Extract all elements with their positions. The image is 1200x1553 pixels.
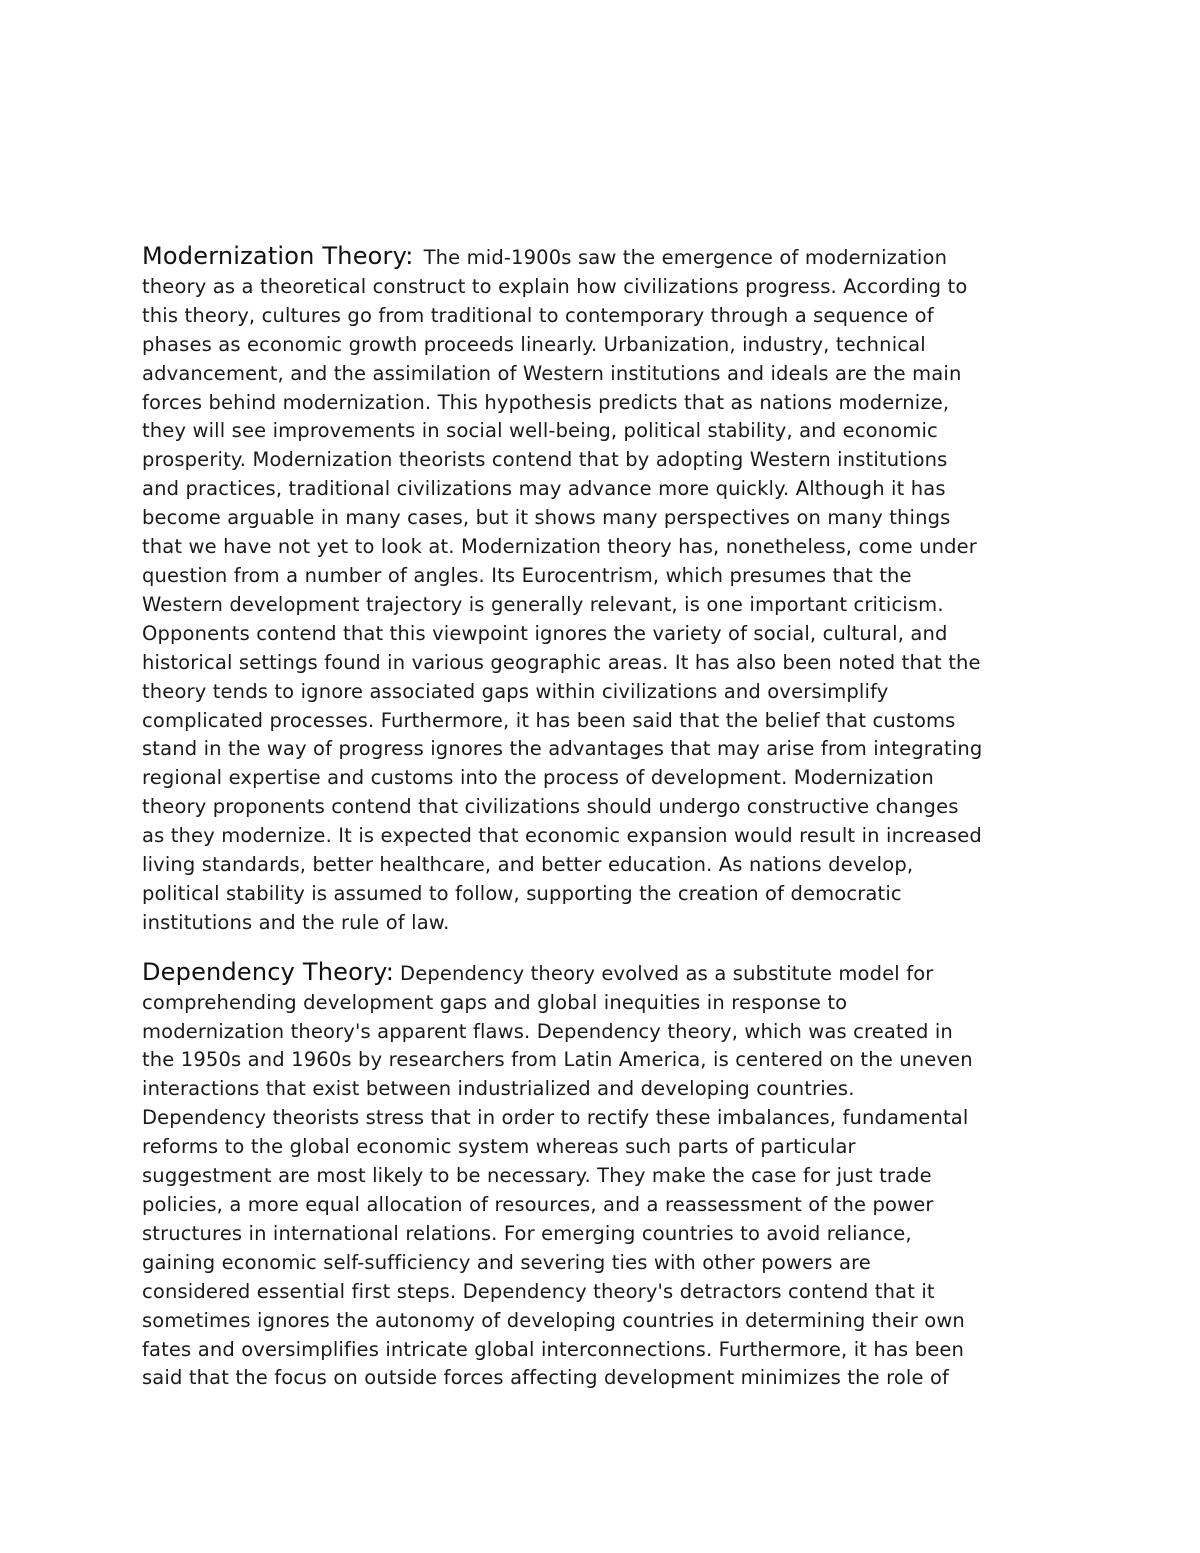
paragraph-line: forces behind modernization. This hypothesis predicts that as nations modernize, bbox=[142, 390, 950, 414]
paragraph-line: Opponents contend that this viewpoint ignores the variety of social, cultural, and bbox=[142, 621, 948, 645]
paragraph-line: they will see improvements in social well-being, political stability, and economic bbox=[142, 419, 938, 443]
section-heading: Modernization Theory: bbox=[142, 242, 414, 270]
paragraph-line: prosperity. Modernization theorists contend that by adopting Western institutions bbox=[142, 448, 948, 472]
paragraph-line: institutions and the rule of law. bbox=[142, 910, 450, 934]
paragraph-line: theory tends to ignore associated gaps within civilizations and oversimplify bbox=[142, 679, 889, 703]
paragraph-line: political stability is assumed to follow, supporting the creation of democratic bbox=[142, 881, 902, 905]
paragraph-line: question from a number of angles. Its Eurocentrism, which presumes that the bbox=[142, 563, 912, 587]
paragraph-line: regional expertise and customs into the process of development. Modernization bbox=[142, 766, 934, 790]
paragraph-line: the 1950s and 1960s by researchers from Latin America, is centered on the uneven bbox=[142, 1048, 973, 1072]
document-page bbox=[142, 242, 1064, 1413]
paragraph-line: and practices, traditional civilizations may advance more quickly. Although it has bbox=[142, 477, 946, 501]
paragraph-line: this theory, cultures go from traditional to contemporary through a sequence of bbox=[142, 303, 934, 327]
paragraph-line: become arguable in many cases, but it shows many perspectives on many things bbox=[142, 506, 951, 530]
paragraph-line: Western development trajectory is generally relevant, is one important criticism. bbox=[142, 592, 944, 616]
paragraph-line: Dependency Theory: Dependency theory evolved as a substitute model for bbox=[142, 957, 934, 986]
paragraph-line: fates and oversimplifies intricate global interconnections. Furthermore, it has been bbox=[142, 1337, 965, 1361]
paragraph-line: theory as a theoretical construct to explain how civilizations progress. According to bbox=[142, 274, 968, 298]
paragraph-line: suggestment are most likely to be necessary. They make the case for just trade bbox=[142, 1164, 932, 1188]
paragraph-line: said that the focus on outside forces affecting development minimizes the role of bbox=[142, 1366, 950, 1390]
paragraph-line: Dependency theorists stress that in order to rectify these imbalances, fundamental bbox=[142, 1106, 969, 1130]
paragraph-line: theory proponents contend that civilizations should undergo constructive changes bbox=[142, 795, 959, 819]
paragraph-line: stand in the way of progress ignores the advantages that may arise from integrating bbox=[142, 737, 983, 761]
section-dependency-theory bbox=[142, 958, 1064, 1394]
paragraph-line: complicated processes. Furthermore, it has been said that the belief that customs bbox=[142, 708, 956, 732]
paragraph-line: comprehending development gaps and global inequities in response to bbox=[142, 990, 848, 1014]
paragraph-line: as they modernize. It is expected that economic expansion would result in increased bbox=[142, 824, 982, 848]
section-heading: Dependency Theory: bbox=[142, 957, 395, 986]
paragraph-line: considered essential first steps. Dependency theory's detractors contend that it bbox=[142, 1279, 935, 1303]
paragraph-line: modernization theory's apparent flaws. Dependency theory, which was created in bbox=[142, 1019, 953, 1043]
paragraph-line: that we have not yet to look at. Modernization theory has, nonetheless, come under bbox=[142, 535, 977, 559]
paragraph-line: structures in international relations. For emerging countries to avoid reliance, bbox=[142, 1221, 912, 1245]
paragraph-line: policies, a more equal allocation of resources, and a reassessment of the power bbox=[142, 1193, 934, 1216]
section-modernization-theory bbox=[142, 242, 1064, 938]
paragraph-line: sometimes ignores the autonomy of developing countries in determining their own bbox=[142, 1308, 965, 1332]
paragraph-line: Modernization Theory: The mid-1900s saw the emergence of modernization bbox=[142, 242, 948, 270]
paragraph-line: reforms to the global economic system whereas such parts of particular bbox=[142, 1135, 856, 1159]
paragraph-dependency-theory bbox=[142, 958, 1064, 1394]
paragraph-line: interactions that exist between industrialized and developing countries. bbox=[142, 1077, 855, 1101]
paragraph-line: living standards, better healthcare, and better education. As nations develop, bbox=[142, 853, 914, 877]
paragraph-line: advancement, and the assimilation of Western institutions and ideals are the main bbox=[142, 361, 962, 385]
paragraph-line: phases as economic growth proceeds linearly. Urbanization, industry, technical bbox=[142, 332, 926, 356]
paragraph-line: historical settings found in various geographic areas. It has also been noted that the bbox=[142, 650, 981, 674]
paragraph-modernization-theory bbox=[142, 242, 1064, 938]
paragraph-line: gaining economic self-sufficiency and severing ties with other powers are bbox=[142, 1250, 871, 1274]
